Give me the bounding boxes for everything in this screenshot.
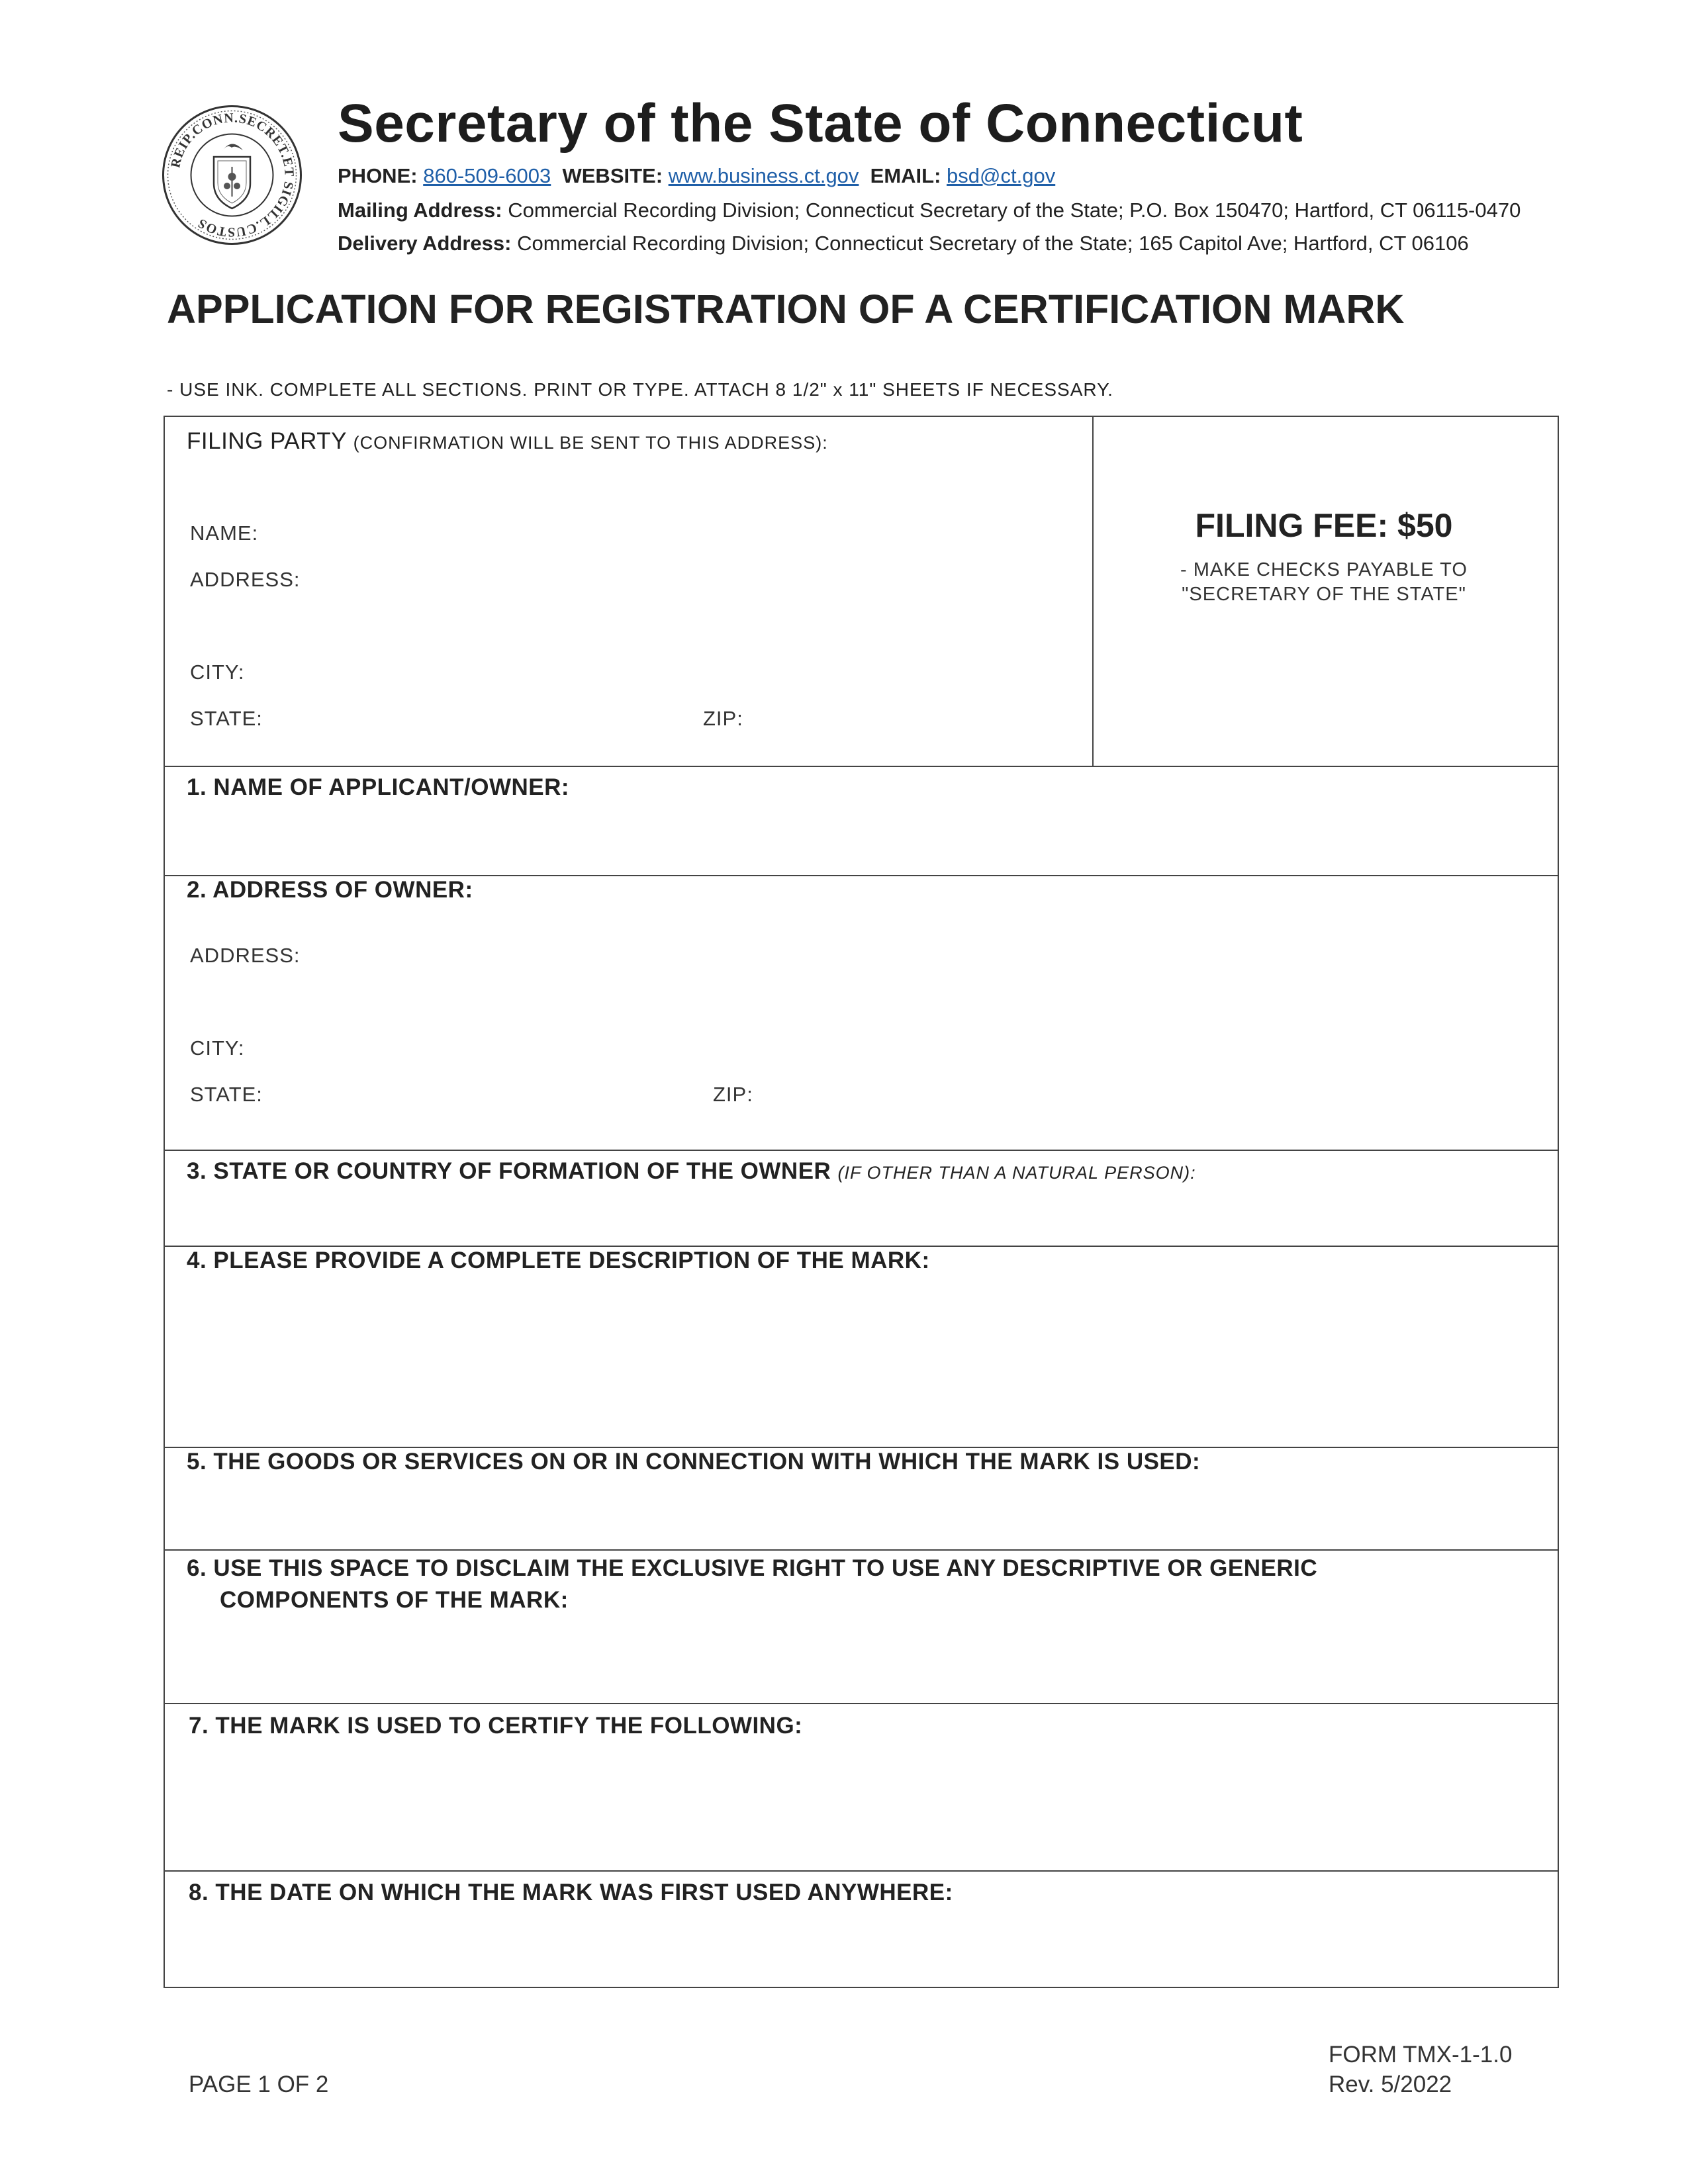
organization-title: Secretary of the State of Connecticut xyxy=(338,93,1303,154)
form-id: FORM TMX-1-1.0 xyxy=(1329,2042,1513,2068)
contact-line xyxy=(338,164,1055,188)
owner-address-label: ADDRESS: xyxy=(190,944,301,967)
delivery-address: Commercial Recording Division; Connecticut Secretary of the State; 165 Capitol Ave; Hartford, CT 06106 xyxy=(517,232,1469,255)
section-4-heading: 4. PLEASE PROVIDE A COMPLETE DESCRIPTION OF THE MARK: xyxy=(187,1248,930,1273)
section-divider xyxy=(164,1150,1559,1151)
section-8-heading: 8. THE DATE ON WHICH THE MARK WAS FIRST USED ANYWHERE: xyxy=(189,1880,953,1905)
section-1-heading: 1. NAME OF APPLICANT/OWNER: xyxy=(187,774,570,800)
section-divider xyxy=(164,1549,1559,1551)
email-label: EMAIL: xyxy=(870,164,941,187)
section-divider xyxy=(164,1870,1559,1872)
website-link[interactable]: www.business.ct.gov xyxy=(668,164,859,187)
section-6-heading-line1: 6. USE THIS SPACE TO DISCLAIM THE EXCLUSIVE RIGHT TO USE ANY DESCRIPTIVE OR GENERIC xyxy=(187,1555,1318,1581)
email-link[interactable]: bsd@ct.gov xyxy=(947,164,1056,187)
owner-state-label: STATE: xyxy=(190,1083,263,1106)
filing-zip-label: ZIP: xyxy=(703,707,743,730)
section-3-note: (IF OTHER THAN A NATURAL PERSON): xyxy=(837,1163,1196,1183)
section-divider xyxy=(164,1703,1559,1704)
delivery-address-line xyxy=(338,232,1469,255)
section-5-heading: 5. THE GOODS OR SERVICES ON OR IN CONNECTION WITH WHICH THE MARK IS USED: xyxy=(187,1449,1201,1475)
svg-text:REIP.CONN.SECRET.ET SIGILL.CUS: REIP.CONN.SECRET.ET SIGILL.CUSTOS xyxy=(168,111,297,240)
mailing-address-line xyxy=(338,199,1521,222)
filing-name-label: NAME: xyxy=(190,522,259,545)
filing-city-label: CITY: xyxy=(190,660,245,684)
section-divider xyxy=(164,1447,1559,1448)
page-number: PAGE 1 OF 2 xyxy=(189,2071,329,2097)
owner-city-label: CITY: xyxy=(190,1036,245,1060)
section-divider xyxy=(164,1246,1559,1247)
mailing-address-label: Mailing Address: xyxy=(338,199,502,222)
section-2-heading: 2. ADDRESS OF OWNER: xyxy=(187,877,473,903)
section-3-title: 3. STATE OR COUNTRY OF FORMATION OF THE OWNER xyxy=(187,1158,831,1184)
owner-zip-label: ZIP: xyxy=(713,1083,753,1106)
filing-state-label: STATE: xyxy=(190,707,263,730)
section-divider xyxy=(164,875,1559,876)
website-label: WEBSITE: xyxy=(562,164,663,187)
fee-note-line1: - MAKE CHECKS PAYABLE TO xyxy=(1180,559,1468,580)
fee-note-line2: "SECRETARY OF THE STATE" xyxy=(1182,584,1466,605)
section-7-heading: 7. THE MARK IS USED TO CERTIFY THE FOLLOWING: xyxy=(189,1713,803,1739)
state-seal-logo xyxy=(161,104,303,246)
section-divider xyxy=(164,766,1559,767)
section-6-heading-line2: COMPONENTS OF THE MARK: xyxy=(220,1587,569,1613)
form-revision: Rev. 5/2022 xyxy=(1329,2071,1452,2097)
form-body xyxy=(164,416,1559,1988)
mailing-address: Commercial Recording Division; Connecticut Secretary of the State; P.O. Box 150470; Hartford, CT 06115-0470 xyxy=(508,199,1521,222)
filing-party-note: (CONFIRMATION WILL BE SENT TO THIS ADDRESS): xyxy=(353,433,828,453)
delivery-address-label: Delivery Address: xyxy=(338,232,512,255)
filing-party-heading xyxy=(187,428,828,455)
section-3-heading xyxy=(187,1158,1196,1185)
form-instructions: - USE INK. COMPLETE ALL SECTIONS. PRINT OR TYPE. ATTACH 8 1/2" x 11" SHEETS IF NECESSARY. xyxy=(167,379,1113,400)
form-title: APPLICATION FOR REGISTRATION OF A CERTIFICATION MARK xyxy=(167,287,1405,332)
phone-label: PHONE: xyxy=(338,164,418,187)
filing-address-label: ADDRESS: xyxy=(190,568,301,591)
filing-party-title: FILING PARTY xyxy=(187,428,347,454)
phone-link[interactable]: 860-509-6003 xyxy=(423,164,551,187)
filing-fee-title: FILING FEE: $50 xyxy=(1195,507,1453,544)
